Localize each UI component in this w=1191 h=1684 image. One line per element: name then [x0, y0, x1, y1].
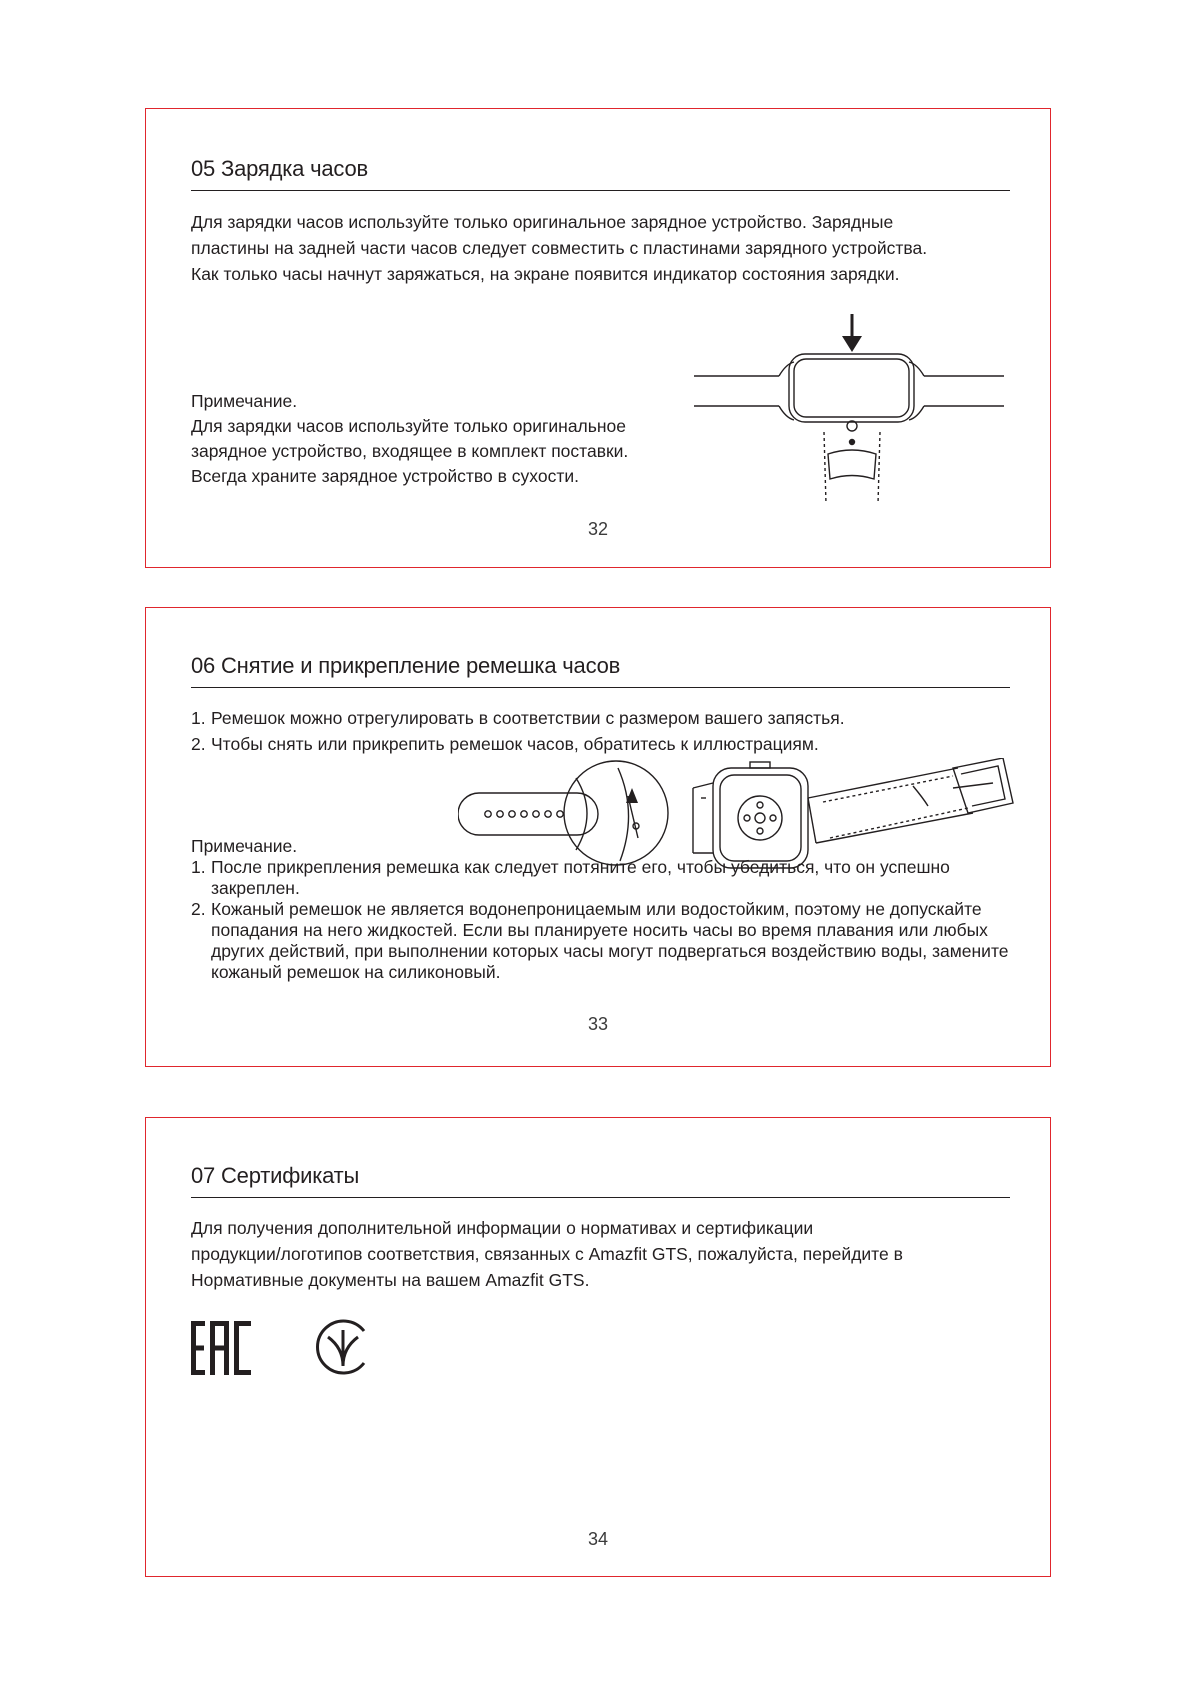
strap-instructions [191, 705, 1021, 757]
section-title-certificates: 07 Сертификаты [191, 1163, 1010, 1198]
body-line: пластины на задней части часов следует совместить с пластинами зарядного устройства. [191, 238, 928, 258]
body-line: Как только часы начнут заряжаться, на экране появится индикатор состояния зарядки. [191, 264, 900, 284]
note-line: Для зарядки часов используйте только оригинальное [191, 416, 627, 436]
item-number: 2. [191, 734, 206, 754]
page-number: 33 [587, 1014, 609, 1034]
item-text: После прикрепления ремешка как следует потяните его, чтобы убедиться, что он успешно закреплен. [211, 857, 950, 898]
body-line: Нормативные документы на вашем Amazfit GTS. [191, 1270, 590, 1290]
item-number: 1. [191, 708, 206, 728]
charging-illustration [694, 314, 1014, 514]
note-line: Всегда храните зарядное устройство в сухости. [191, 466, 579, 486]
charging-note [191, 389, 628, 489]
ua-conformity-mark-icon [314, 1318, 372, 1376]
eac-logo [191, 1321, 253, 1375]
body-line: Для получения дополнительной информации о нормативах и сертификации [191, 1218, 814, 1238]
item-text: Чтобы снять или прикрепить ремешок часов, обратитесь к иллюстрациям. [211, 734, 819, 754]
charging-body [191, 209, 1021, 287]
note-heading: Примечание. [191, 836, 298, 856]
section-title-strap: 06 Снятие и прикрепление ремешка часов [191, 653, 1010, 688]
strap-note [191, 836, 1011, 983]
page-34 [145, 1117, 1051, 1577]
note-line: зарядное устройство, входящее в комплект поставки. [191, 441, 629, 461]
list-item [191, 857, 1011, 899]
note-heading: Примечание. [191, 391, 298, 411]
page-number: 32 [587, 519, 609, 539]
note-list [191, 857, 1011, 983]
page-number: 34 [587, 1529, 609, 1549]
item-number: 2. [191, 899, 206, 919]
list-item [191, 731, 1021, 757]
section-title-charging: 05 Зарядка часов [191, 156, 1010, 191]
item-text: Кожаный ремешок не является водонепроницаемым или водостойким, поэтому не допускайте попадания на него жидкостей. Если вы планируете носить часы во время плавания или любых других действий, при выполнении которых часы могут подвергаться воздействию воды, замените кожаный ремешок на силиконовый. [211, 899, 1009, 982]
body-line: продукции/логотипов соответствия, связанных с Amazfit GTS, пожалуйста, перейдите в [191, 1244, 903, 1264]
page-32 [145, 108, 1051, 568]
list-item [191, 899, 1011, 983]
page-33 [145, 607, 1051, 1067]
body-line: Для зарядки часов используйте только оригинальное зарядное устройство. Зарядные [191, 212, 894, 232]
item-text: Ремешок можно отрегулировать в соответствии с размером вашего запястья. [211, 708, 845, 728]
list-item [191, 705, 1021, 731]
item-number: 1. [191, 857, 206, 877]
certificates-body [191, 1215, 1021, 1293]
